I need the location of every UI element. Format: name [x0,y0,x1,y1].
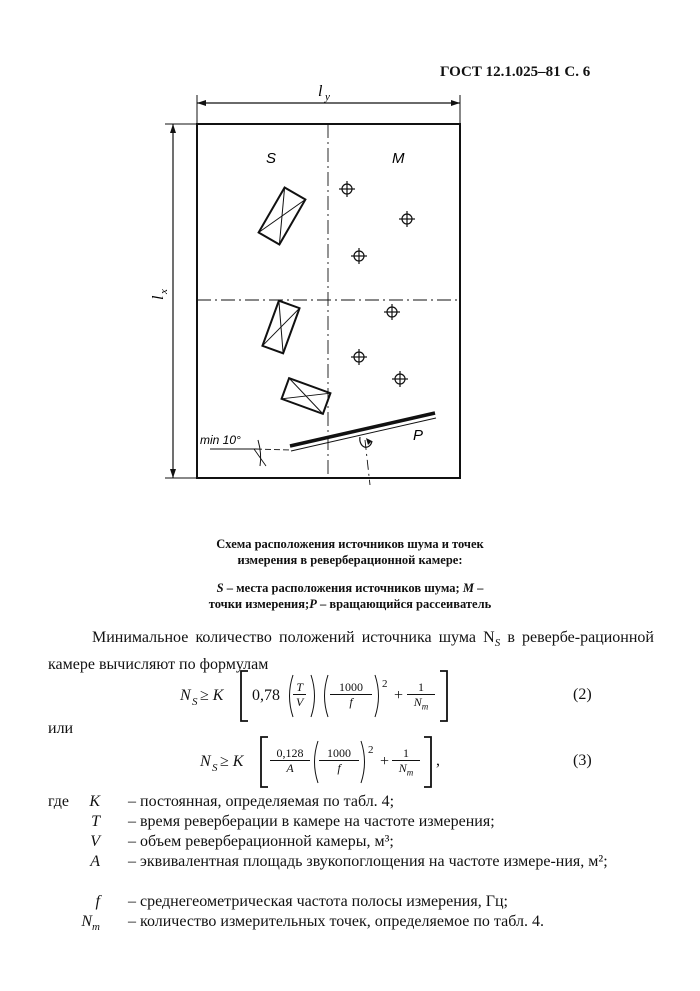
rotator-label: P [413,427,424,444]
body-paragraph: Минимальное количество положений источника шума $N_S$ в ревербе-рационной камере вычисляют по формулам [48,629,654,674]
formula-3: N S ≥ K $\frac{0,128}{A}$ $\frac{1000}{f}$ 2 + $\frac{1}{N_m}$ [200,734,440,790]
formula-3-comma: , [436,752,440,769]
figure-caption-title [100,536,600,568]
definition-row: A – эквивалентная площадь звукопоглощения на частоте измере-ния, м²; [90,853,608,870]
measurement-point-1 [339,181,355,197]
noise-source-2 [262,301,299,354]
measurement-point-2 [399,211,415,227]
dim-top-arrow-right [451,100,460,106]
angle-label: min 10° [200,433,241,447]
definition-row: f – среднегеометрическая частота полосы измерения, Гц; [95,893,508,910]
legend-m-text: – [473,581,484,595]
measurement-point-5 [351,349,367,365]
where-word: где [48,793,70,810]
formula-2: N S ≥ K 0,78 $\frac{T}{V}$ $\frac{1000}{f}$ 2 + $\frac{1}{N_m}$ [180,668,470,724]
region-m-label: M [392,150,405,167]
definition-row: где K – постоянная, определяемая по табл. 4; [48,793,395,810]
measurement-point-3 [351,248,367,264]
caption-line-1: Схема расположения источников шума и точек [216,537,484,551]
definitions-list [48,792,658,932]
legend-p-text: – вращающийся рассеиватель [316,597,492,611]
dim-top-label: l [318,83,323,100]
measurement-point-6 [392,371,408,387]
legend-p-symbol: P [309,597,317,611]
page-header: ГОСТ 12.1.025–81 С. 6 [440,64,591,80]
legend-line-2: точки измерения; [208,597,310,611]
region-s-label: S [266,150,277,167]
definition-row: V – объем реверберационной камеры, м³; [90,833,394,850]
legend-m-symbol: M [462,581,474,595]
caption-line-2: измерения в реверберационной камере: [237,553,463,567]
formula-3-number: (3) [573,752,592,769]
legend-s-text: – места расположения источников шума; [223,581,463,595]
definition-row: $N_m$ – количество измерительных точек, определяемое по табл. 4. [81,913,544,934]
dim-left-arrow-bottom [170,469,176,478]
dim-left-arrow-top [170,124,176,133]
noise-source-3 [282,378,331,414]
room-outline [197,124,460,478]
measurement-point-4 [384,304,400,320]
dim-left-label: l [150,295,167,300]
dim-left-sub: x [158,289,170,294]
dim-top-arrow-left [197,100,206,106]
or-word: или [48,720,74,737]
legend-s-symbol: S [216,581,224,595]
dim-top-sub: y [325,91,330,103]
noise-source-1 [259,187,306,244]
formula-2-number: (2) [573,686,592,703]
definition-row: T – время реверберации в камере на частоте измерения; [91,813,495,830]
figure-legend [100,580,600,612]
